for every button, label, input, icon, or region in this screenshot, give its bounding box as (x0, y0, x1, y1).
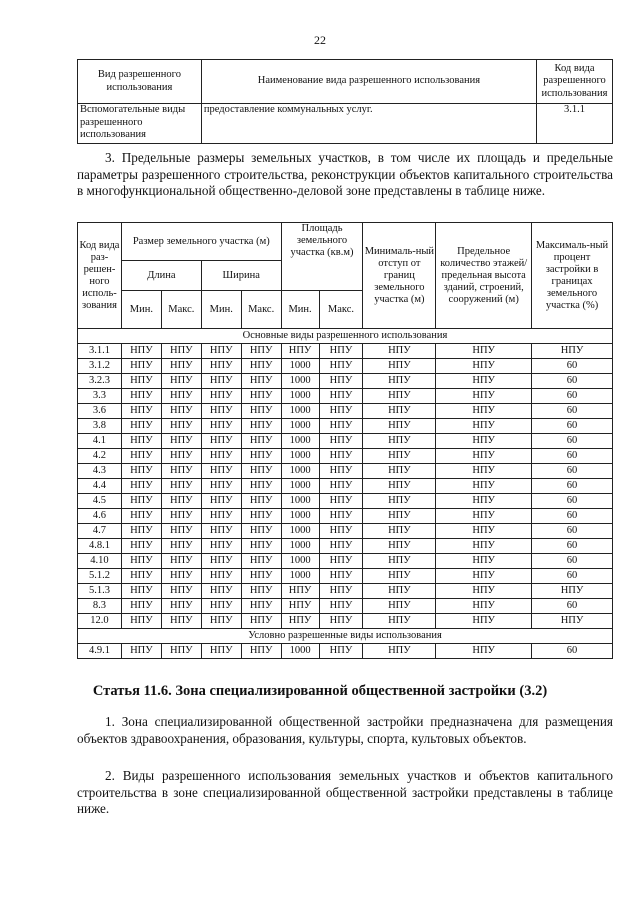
table-cell: НПУ (319, 464, 363, 479)
header-area: Площадь земельного участка (кв.м) (281, 223, 363, 291)
table-cell: НПУ (241, 449, 281, 464)
table-cell: 60 (532, 374, 613, 389)
table-row (78, 524, 613, 539)
table-cell: НПУ (319, 569, 363, 584)
table-cell: НПУ (241, 374, 281, 389)
table-cell: НПУ (363, 389, 436, 404)
table-cell: НПУ (436, 614, 532, 629)
table-cell: НПУ (319, 524, 363, 539)
table-cell: 1000 (281, 359, 319, 374)
table-cell: 4.3 (78, 464, 122, 479)
permitted-use-table (77, 59, 613, 144)
table-cell: НПУ (319, 449, 363, 464)
table-cell: НПУ (121, 644, 161, 659)
table-cell: НПУ (201, 524, 241, 539)
table-cell: НПУ (319, 644, 363, 659)
table-cell: 1000 (281, 644, 319, 659)
table-cell: НПУ (201, 644, 241, 659)
table-cell: НПУ (241, 509, 281, 524)
table-cell: НПУ (436, 344, 532, 359)
table-cell: НПУ (241, 584, 281, 599)
table-cell: 12.0 (78, 614, 122, 629)
table-cell: НПУ (319, 599, 363, 614)
table-cell: НПУ (319, 359, 363, 374)
table-cell: НПУ (201, 479, 241, 494)
table-cell: 60 (532, 419, 613, 434)
table-cell: НПУ (161, 389, 201, 404)
table-cell: НПУ (241, 539, 281, 554)
table-cell: НПУ (201, 464, 241, 479)
table-cell: 4.1 (78, 434, 122, 449)
table-cell: НПУ (319, 539, 363, 554)
table-row (78, 359, 613, 374)
table-cell: НПУ (241, 524, 281, 539)
table-cell: НПУ (201, 404, 241, 419)
table-cell: НПУ (363, 464, 436, 479)
table-row (78, 494, 613, 509)
table-row (78, 614, 613, 629)
table-cell: 1000 (281, 464, 319, 479)
table-cell: НПУ (201, 614, 241, 629)
table-cell: НПУ (363, 524, 436, 539)
table-cell: НПУ (363, 419, 436, 434)
table-cell: НПУ (161, 524, 201, 539)
table-row (78, 344, 613, 359)
table-cell: НПУ (436, 359, 532, 374)
table-cell: НПУ (161, 509, 201, 524)
table-cell: НПУ (201, 344, 241, 359)
table-cell: НПУ (363, 479, 436, 494)
table-cell: НПУ (241, 554, 281, 569)
table-cell: НПУ (121, 449, 161, 464)
table-cell: НПУ (161, 479, 201, 494)
table-cell: 1000 (281, 374, 319, 389)
table-cell: НПУ (363, 539, 436, 554)
header-size: Размер земельного участка (м) (121, 223, 281, 261)
table-cell: НПУ (436, 644, 532, 659)
table-cell: 3.3 (78, 389, 122, 404)
table-cell: 60 (532, 389, 613, 404)
table-cell: 60 (532, 404, 613, 419)
table-cell: 60 (532, 434, 613, 449)
table-cell: НПУ (363, 404, 436, 419)
table-cell: НПУ (436, 569, 532, 584)
table-row (78, 599, 613, 614)
table-cell: НПУ (363, 434, 436, 449)
table-cell: НПУ (363, 599, 436, 614)
table1-header-name: Наименование вида разрешенного использования (201, 60, 536, 104)
section-main-label: Основные виды разрешенного использования (78, 329, 613, 344)
table-row (78, 404, 613, 419)
table-cell: 60 (532, 509, 613, 524)
article-heading: Статья 11.6. Зона специализированной общественной застройки (3.2) (92, 683, 548, 699)
table-cell: НПУ (532, 344, 613, 359)
table-row (78, 374, 613, 389)
table-cell: НПУ (363, 584, 436, 599)
table-cell: НПУ (319, 494, 363, 509)
paragraph-1: 1. Зона специализированной общественной застройки предназначена для размещения объектов здравоохранения, образования, культуры, спорта, культовых объектов. (77, 714, 613, 746)
table-cell: НПУ (281, 614, 319, 629)
table-cell: НПУ (363, 359, 436, 374)
table-cell: 3.6 (78, 404, 122, 419)
table-cell: 1000 (281, 479, 319, 494)
table-cell: НПУ (319, 344, 363, 359)
table-cell: НПУ (319, 479, 363, 494)
table-cell: НПУ (161, 569, 201, 584)
table-row (78, 554, 613, 569)
table-cell: НПУ (363, 614, 436, 629)
table-cell: НПУ (436, 464, 532, 479)
table-cell: 8.3 (78, 599, 122, 614)
table-cell: НПУ (121, 359, 161, 374)
table-cell: НПУ (241, 569, 281, 584)
table-cell: 1000 (281, 434, 319, 449)
table-cell: НПУ (319, 389, 363, 404)
table-cell: 3.1.2 (78, 359, 122, 374)
table-cell: 1000 (281, 404, 319, 419)
table-cell: НПУ (241, 359, 281, 374)
table-cell: НПУ (201, 569, 241, 584)
page-number: 22 (314, 33, 326, 47)
header-width-min: Мин. (201, 291, 241, 329)
table-cell: НПУ (241, 419, 281, 434)
table-cell: НПУ (281, 344, 319, 359)
table-cell: 60 (532, 464, 613, 479)
table-cell: 4.5 (78, 494, 122, 509)
table-row (78, 584, 613, 599)
table-cell: НПУ (121, 389, 161, 404)
table-cell: НПУ (121, 524, 161, 539)
table-cell: 3.2.3 (78, 374, 122, 389)
table-cell: НПУ (281, 584, 319, 599)
table-cell: НПУ (241, 479, 281, 494)
header-length-max: Макс. (161, 291, 201, 329)
table-row (78, 509, 613, 524)
table-row (78, 434, 613, 449)
table1-header-type: Вид разрешенного использования (78, 60, 202, 104)
table-cell: НПУ (121, 464, 161, 479)
table-cell: НПУ (121, 344, 161, 359)
table-cell: НПУ (436, 494, 532, 509)
table-cell: НПУ (241, 614, 281, 629)
table1-header-code: Код вида разрешенного использования (537, 60, 613, 104)
table-cell: НПУ (121, 584, 161, 599)
table-row (78, 569, 613, 584)
header-area-min: Мин. (281, 291, 319, 329)
table-cell: НПУ (363, 449, 436, 464)
header-length-min: Мин. (121, 291, 161, 329)
header-floors: Предельное количество этажей/ предельная высота зданий, строений, сооружений (м) (436, 223, 532, 329)
table-cell: НПУ (121, 494, 161, 509)
table-cell: НПУ (436, 374, 532, 389)
table-cell: НПУ (436, 434, 532, 449)
table-cell: НПУ (241, 404, 281, 419)
table-cell: 1000 (281, 554, 319, 569)
table-row (78, 479, 613, 494)
table-cell: НПУ (319, 434, 363, 449)
table-cell: НПУ (121, 509, 161, 524)
table-row (78, 539, 613, 554)
table-cell: 3.1.1 (78, 344, 122, 359)
table-cell: 4.6 (78, 509, 122, 524)
table-cell: НПУ (161, 374, 201, 389)
table-cell: НПУ (241, 434, 281, 449)
table-cell: 4.7 (78, 524, 122, 539)
table-row (78, 644, 613, 659)
table-cell: НПУ (201, 419, 241, 434)
table-cell: НПУ (201, 584, 241, 599)
table-cell: НПУ (161, 449, 201, 464)
table-cell: 60 (532, 479, 613, 494)
table-cell: НПУ (281, 599, 319, 614)
table-cell: НПУ (436, 539, 532, 554)
table1-cell-name: предоставление коммунальных услуг. (201, 104, 536, 144)
header-setback: Минималь-ный отступ от границ земельного участка (м) (363, 223, 436, 329)
table-cell: НПУ (121, 539, 161, 554)
table-cell: НПУ (161, 434, 201, 449)
table-cell: НПУ (436, 524, 532, 539)
table-cell: 1000 (281, 524, 319, 539)
table-cell: НПУ (121, 419, 161, 434)
table-cell: НПУ (201, 434, 241, 449)
table-cell: НПУ (121, 614, 161, 629)
table-cell: НПУ (241, 464, 281, 479)
table-cell: 4.10 (78, 554, 122, 569)
table-cell: 5.1.3 (78, 584, 122, 599)
table-cell: НПУ (161, 464, 201, 479)
table-cell: НПУ (161, 344, 201, 359)
table-cell: НПУ (201, 374, 241, 389)
table-cell: НПУ (436, 404, 532, 419)
table-cell: 4.8.1 (78, 539, 122, 554)
table-cell: НПУ (241, 344, 281, 359)
parameters-table (77, 222, 613, 659)
table-cell: НПУ (121, 404, 161, 419)
table-cell: 1000 (281, 389, 319, 404)
table-cell: НПУ (201, 599, 241, 614)
table-cell: НПУ (532, 614, 613, 629)
table-cell: 60 (532, 644, 613, 659)
table-cell: 4.4 (78, 479, 122, 494)
table-cell: НПУ (436, 599, 532, 614)
table-cell: НПУ (161, 404, 201, 419)
table-cell: 1000 (281, 509, 319, 524)
header-code: Код вида раз-решен-ного исполь-зования (78, 223, 122, 329)
table-cell: НПУ (363, 569, 436, 584)
table-cell: НПУ (201, 359, 241, 374)
table-cell: 60 (532, 554, 613, 569)
table-cell: 1000 (281, 494, 319, 509)
table-cell: 60 (532, 599, 613, 614)
table-cell: 60 (532, 539, 613, 554)
table-cell: НПУ (363, 644, 436, 659)
table-cell: НПУ (363, 554, 436, 569)
table-cell: НПУ (436, 419, 532, 434)
table-cell: НПУ (436, 479, 532, 494)
table-cell: НПУ (161, 644, 201, 659)
table-cell: НПУ (201, 389, 241, 404)
table-row (78, 449, 613, 464)
table-cell: НПУ (241, 599, 281, 614)
table-cell: 4.9.1 (78, 644, 122, 659)
table-cell: НПУ (319, 584, 363, 599)
table-cell: НПУ (319, 554, 363, 569)
table-cell: НПУ (161, 494, 201, 509)
table-row (78, 389, 613, 404)
table-cell: 60 (532, 569, 613, 584)
paragraph-3: 3. Предельные размеры земельных участков, в том числе их площадь и предельные параметры разрешенного строительства, реконструкции объектов капитального строительства в многофункциональной общественно-деловой зоне представлены в таблице ниже. (77, 150, 613, 199)
table-cell: НПУ (201, 539, 241, 554)
table-row (78, 419, 613, 434)
table-cell: 60 (532, 449, 613, 464)
table-cell: НПУ (121, 434, 161, 449)
table-cell: НПУ (121, 554, 161, 569)
table-cell: НПУ (161, 539, 201, 554)
table-cell: НПУ (436, 389, 532, 404)
table-row (78, 464, 613, 479)
table-cell: 4.2 (78, 449, 122, 464)
table-cell: НПУ (161, 599, 201, 614)
table-cell: 1000 (281, 569, 319, 584)
section-conditional-label: Условно разрешенные виды использования (78, 629, 613, 644)
table-cell: НПУ (436, 449, 532, 464)
table-cell: НПУ (121, 374, 161, 389)
header-length: Длина (121, 261, 201, 291)
header-area-max: Макс. (319, 291, 363, 329)
table-cell: НПУ (121, 569, 161, 584)
table-cell: 1000 (281, 419, 319, 434)
paragraph-2: 2. Виды разрешенного использования земельных участков и объектов капитального строительства в зоне специализированной общественной застройки представлены в таблице ниже. (77, 768, 613, 817)
header-width-max: Макс. (241, 291, 281, 329)
table-cell: НПУ (161, 554, 201, 569)
table-cell: НПУ (241, 644, 281, 659)
header-percent: Максималь-ный процент застройки в границах земельного участка (%) (532, 223, 613, 329)
table-cell: 1000 (281, 539, 319, 554)
table-cell: НПУ (319, 404, 363, 419)
table-cell: НПУ (363, 509, 436, 524)
table-cell: НПУ (436, 509, 532, 524)
table-cell: 60 (532, 524, 613, 539)
table-cell: НПУ (161, 614, 201, 629)
table-cell: НПУ (532, 584, 613, 599)
table-cell: НПУ (436, 554, 532, 569)
table-cell: НПУ (363, 494, 436, 509)
table-cell: НПУ (241, 494, 281, 509)
table-cell: 3.8 (78, 419, 122, 434)
table-cell: НПУ (319, 419, 363, 434)
table-cell: НПУ (121, 479, 161, 494)
table-cell: НПУ (319, 614, 363, 629)
table-cell: НПУ (201, 494, 241, 509)
table-cell: НПУ (436, 584, 532, 599)
table1-cell-type: Вспомогательные виды разрешенного использования (78, 104, 202, 144)
table-cell: 1000 (281, 449, 319, 464)
table-cell: НПУ (319, 509, 363, 524)
table-cell: НПУ (161, 359, 201, 374)
header-width: Ширина (201, 261, 281, 291)
table-cell: НПУ (201, 449, 241, 464)
table-cell: НПУ (363, 344, 436, 359)
table-cell: НПУ (161, 584, 201, 599)
table-cell: НПУ (121, 599, 161, 614)
table-cell: 5.1.2 (78, 569, 122, 584)
table-cell: НПУ (363, 374, 436, 389)
table1-cell-code: 3.1.1 (537, 104, 613, 144)
table-cell: НПУ (161, 419, 201, 434)
table-cell: НПУ (319, 374, 363, 389)
table-cell: 60 (532, 494, 613, 509)
table-cell: НПУ (201, 509, 241, 524)
table-cell: 60 (532, 359, 613, 374)
table-cell: НПУ (241, 389, 281, 404)
table-cell: НПУ (201, 554, 241, 569)
